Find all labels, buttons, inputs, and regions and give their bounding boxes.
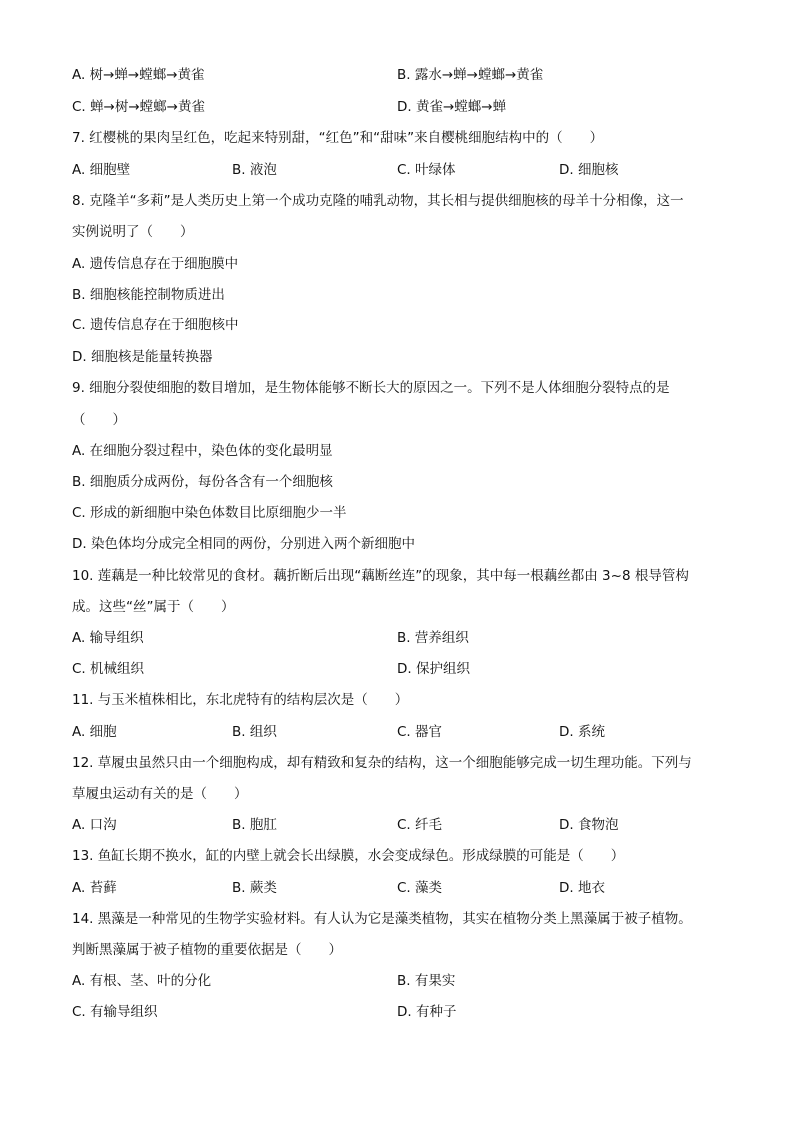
q12-option-c: C. 纤毛: [397, 817, 443, 833]
q14-option-c: C. 有输导组织: [72, 1004, 158, 1020]
q12-option-a: A. 口沟: [72, 817, 117, 833]
question-14-options-row-1: [72, 971, 732, 991]
q13-option-a: A. 苔藓: [72, 880, 117, 896]
q11-option-b: B. 组织: [232, 724, 277, 740]
question-11-options: [72, 722, 732, 742]
q9-option-b: B. 细胞质分成两份，每份各含有一个细胞核: [72, 474, 333, 490]
q6-option-c: C. 蝉→树→螳螂→黄雀: [72, 99, 205, 115]
q10-option-a: A. 输导组织: [72, 630, 144, 646]
question-14-stem-line-1: 14. 黑藻是一种常见的生物学实验材料。有人认为它是藻类植物，其实在植物分类上黑藻属于被子植物。: [72, 911, 692, 927]
question-8-stem-line-1: 8. 克隆羊“多莉”是人类历史上第一个成功克隆的哺乳动物，其长相与提供细胞核的母羊十分相像，这一: [72, 193, 684, 209]
question-11-stem: 11. 与玉米植株相比，东北虎特有的结构层次是（ ）: [72, 692, 409, 708]
q11-option-a: A. 细胞: [72, 724, 117, 740]
q6-option-b: B. 露水→蝉→螳螂→黄雀: [397, 67, 544, 83]
question-12-stem-line-1: 12. 草履虫虽然只由一个细胞构成，却有精致和复杂的结构，这一个细胞能够完成一切生理功能。下列与: [72, 755, 692, 771]
q13-option-c: C. 藻类: [397, 880, 443, 896]
question-13-stem: 13. 鱼缸长期不换水，缸的内壁上就会长出绿膜，水会变成绿色。形成绿膜的可能是（ ）: [72, 848, 625, 864]
q8-option-c: C. 遗传信息存在于细胞核中: [72, 317, 239, 333]
question-9-stem-line-2: （ ）: [72, 412, 126, 428]
question-12-stem-line-2: 草履虫运动有关的是（ ）: [72, 786, 248, 802]
q9-option-c: C. 形成的新细胞中染色体数目比原细胞少一半: [72, 505, 347, 521]
q14-option-a: A. 有根、茎、叶的分化: [72, 973, 212, 989]
q14-option-d: D. 有种子: [397, 1004, 457, 1020]
question-10-stem-line-2: 成。这些“丝”属于（ ）: [72, 599, 235, 615]
q12-option-b: B. 胞肛: [232, 817, 277, 833]
q14-option-b: B. 有果实: [397, 973, 456, 989]
q8-option-a: A. 遗传信息存在于细胞膜中: [72, 256, 239, 272]
question-6-options-row-1: [72, 65, 732, 85]
question-10-stem-line-1: 10. 莲藕是一种比较常见的食材。藕折断后出现“藕断丝连”的现象，其中每一根藕丝都由 3~8 根导管构: [72, 568, 689, 584]
question-10-options-row-1: [72, 628, 732, 648]
q9-option-d: D. 染色体均分成完全相同的两份，分别进入两个新细胞中: [72, 536, 415, 552]
q9-option-a: A. 在细胞分裂过程中，染色体的变化最明显: [72, 443, 333, 459]
q12-option-d: D. 食物泡: [559, 817, 619, 833]
q6-option-d: D. 黄雀→螳螂→蝉: [397, 99, 507, 115]
q6-option-a: A. 树→蝉→螳螂→黄雀: [72, 67, 205, 83]
q10-option-d: D. 保护组织: [397, 661, 470, 677]
question-13-options: [72, 878, 732, 898]
q7-option-a: A. 细胞壁: [72, 162, 131, 178]
q10-option-b: B. 营养组织: [397, 630, 469, 646]
question-10-options-row-2: [72, 659, 732, 679]
q8-option-d: D. 细胞核是能量转换器: [72, 349, 213, 365]
question-9-stem-line-1: 9. 细胞分裂使细胞的数目增加，是生物体能够不断长大的原因之一。下列不是人体细胞分裂特点的是: [72, 380, 670, 396]
question-7-stem: 7. 红樱桃的果肉呈红色，吃起来特别甜，“红色”和“甜味”来自樱桃细胞结构中的（ ）: [72, 130, 604, 146]
q11-option-d: D. 系统: [559, 724, 605, 740]
q11-option-c: C. 器官: [397, 724, 443, 740]
q7-option-b: B. 液泡: [232, 162, 277, 178]
question-12-options: [72, 815, 732, 835]
q13-option-b: B. 蕨类: [232, 880, 277, 896]
q10-option-c: C. 机械组织: [72, 661, 145, 677]
question-7-options: [72, 160, 732, 180]
question-14-options-row-2: [72, 1002, 732, 1022]
q13-option-d: D. 地衣: [559, 880, 605, 896]
question-14-stem-line-2: 判断黑藻属于被子植物的重要依据是（ ）: [72, 942, 342, 958]
question-6-options-row-2: [72, 97, 732, 117]
q7-option-c: C. 叶绿体: [397, 162, 456, 178]
question-8-stem-line-2: 实例说明了（ ）: [72, 224, 194, 240]
q7-option-d: D. 细胞核: [559, 162, 619, 178]
q8-option-b: B. 细胞核能控制物质进出: [72, 287, 225, 303]
